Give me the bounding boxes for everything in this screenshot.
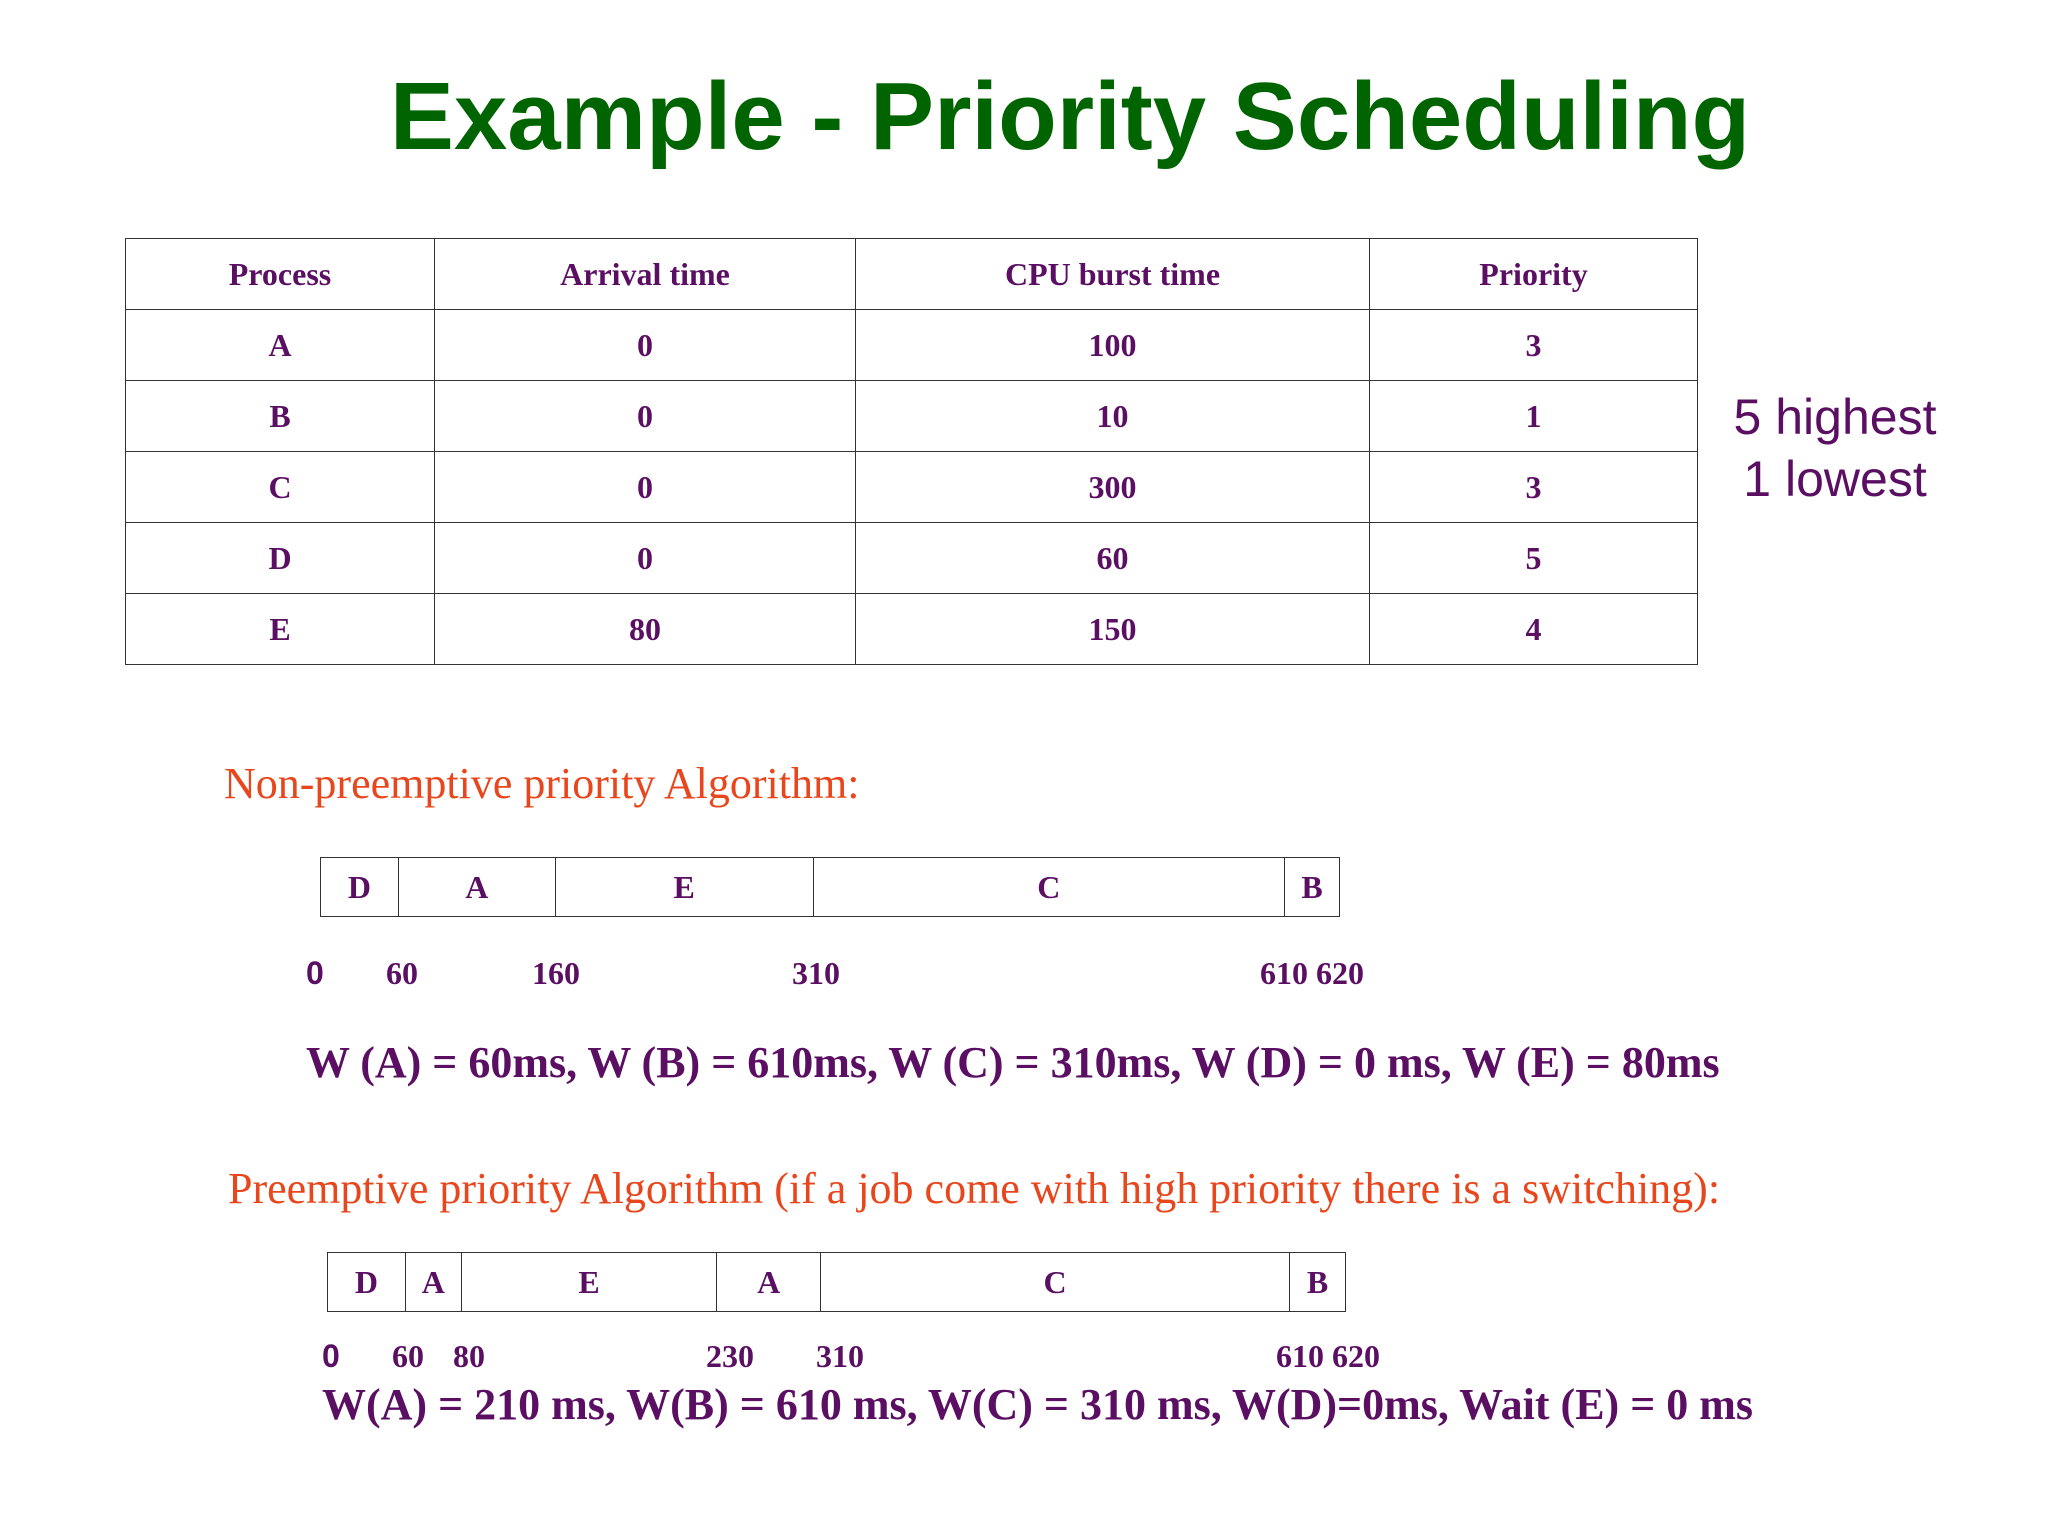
cell-burst: 100 <box>856 310 1370 381</box>
gantt-segment: C <box>814 858 1286 916</box>
table-row <box>126 452 1698 523</box>
preemptive-gantt-chart <box>327 1252 1346 1312</box>
header-process: Process <box>126 239 435 310</box>
gantt-tick-label: 60 <box>386 955 418 991</box>
nonpreemptive-label: Non-preemptive priority Algorithm: <box>224 759 860 808</box>
priority-legend-note <box>1700 386 1970 510</box>
process-table <box>125 238 1698 665</box>
gantt-tick-label: 610 620 <box>1260 955 1364 991</box>
gantt-segment: D <box>328 1253 406 1311</box>
table-row <box>126 523 1698 594</box>
gantt-tick-label: 310 <box>816 1338 864 1374</box>
header-arrival-time: Arrival time <box>435 239 856 310</box>
table-header-row <box>126 239 1698 310</box>
cell-arrival: 80 <box>435 594 856 665</box>
cell-burst: 300 <box>856 452 1370 523</box>
gantt-tick-label: 80 <box>453 1338 485 1374</box>
header-priority: Priority <box>1370 239 1698 310</box>
nonpreemptive-gantt-chart <box>320 857 1340 917</box>
priority-highest-text: 5 highest <box>1733 389 1937 445</box>
cell-arrival: 0 <box>435 523 856 594</box>
gantt-segment: D <box>321 858 399 916</box>
preemptive-wait-times: W(A) = 210 ms, W(B) = 610 ms, W(C) = 310 ms, W(D)=0ms, Wait (E) = 0 ms <box>322 1380 1754 1429</box>
nonpreemptive-wait-times: W (A) = 60ms, W (B) = 610ms, W (C) = 310ms, W (D) = 0 ms, W (E) = 80ms <box>306 1038 1720 1087</box>
gantt-segment: B <box>1301 868 1323 905</box>
cell-burst: 10 <box>856 381 1370 452</box>
cell-priority: 1 <box>1370 381 1698 452</box>
gantt-segment: A <box>406 1253 462 1311</box>
cell-priority: 5 <box>1370 523 1698 594</box>
preemptive-label: Preemptive priority Algorithm (if a job come with high priority there is a switching): <box>228 1164 1721 1213</box>
cell-process: B <box>126 381 435 452</box>
gantt-tick-label: 0 <box>306 955 324 991</box>
page-title: Example - Priority Scheduling <box>389 63 1751 170</box>
gantt-tick-label: 60 <box>392 1338 424 1374</box>
gantt-segment: A <box>399 858 556 916</box>
cell-priority: 3 <box>1370 310 1698 381</box>
gantt-tick-label: 0 <box>322 1338 340 1374</box>
gantt-tick-label: 610 620 <box>1276 1338 1380 1374</box>
header-cpu-burst-time: CPU burst time <box>856 239 1370 310</box>
gantt-segment: E <box>462 1253 718 1311</box>
gantt-tick-label: 230 <box>706 1338 754 1374</box>
cell-arrival: 0 <box>435 452 856 523</box>
gantt-segment: B <box>1306 1263 1329 1300</box>
gantt-tick-label: 310 <box>792 955 840 991</box>
gantt-segment: A <box>717 1253 821 1311</box>
cell-burst: 150 <box>856 594 1370 665</box>
cell-process: D <box>126 523 435 594</box>
table-row <box>126 310 1698 381</box>
cell-burst: 60 <box>856 523 1370 594</box>
cell-process: A <box>126 310 435 381</box>
cell-process: C <box>126 452 435 523</box>
gantt-segment: C <box>821 1253 1290 1311</box>
priority-lowest-text: 1 lowest <box>1743 451 1927 507</box>
cell-arrival: 0 <box>435 310 856 381</box>
cell-priority: 4 <box>1370 594 1698 665</box>
table-row <box>126 381 1698 452</box>
cell-arrival: 0 <box>435 381 856 452</box>
table-row <box>126 594 1698 665</box>
gantt-segment: E <box>556 858 814 916</box>
cell-process: E <box>126 594 435 665</box>
cell-priority: 3 <box>1370 452 1698 523</box>
gantt-tick-label: 160 <box>532 955 580 991</box>
